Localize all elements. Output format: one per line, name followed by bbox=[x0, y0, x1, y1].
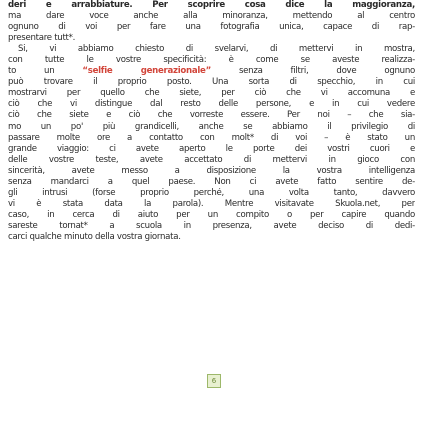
text-run: carci qualche minuto della vostra giornata. bbox=[8, 231, 181, 242]
text-run: ciò che siete e ciò che vorreste essere. Per noi – che sia- bbox=[8, 110, 415, 121]
text-line bbox=[8, 55, 415, 66]
body-text bbox=[8, 0, 415, 243]
text-run: ma dare voce anche alla minoranza, mettendo al centro bbox=[8, 11, 415, 22]
text-line bbox=[8, 210, 415, 221]
text-run: con tutte le vostre specificità: è come se aveste realizza- bbox=[8, 55, 415, 66]
text-run: presentare tutt*. bbox=[8, 33, 76, 44]
text-line bbox=[8, 177, 415, 188]
text-run: passare molte ore a contatto con molt* di voi – è stato un bbox=[8, 132, 415, 143]
text-line bbox=[8, 110, 415, 121]
text-run: gli intrusi (forse proprio perché, una volta tanto, davvero bbox=[8, 187, 415, 198]
text-run: senza mandarci a quel paese. Non ci avete fatto sentire de- bbox=[8, 176, 415, 187]
text-line bbox=[8, 232, 415, 243]
page-number: 6 bbox=[207, 374, 221, 388]
text-line bbox=[8, 188, 415, 199]
text-line bbox=[8, 88, 415, 99]
text-line bbox=[8, 122, 415, 133]
text-run: delle vostre teste, avete accettato di mettervi in gioco con bbox=[8, 154, 415, 165]
text-line bbox=[8, 99, 415, 110]
text-run: caso, in cerca di aiuto per un compito o per capire quando bbox=[8, 209, 415, 220]
text-line bbox=[8, 0, 415, 11]
text-line bbox=[8, 166, 415, 177]
text-run: senza filtri, dove ognuno bbox=[210, 66, 415, 77]
text-run: sincerità, avete messo a disposizione la vostra intelligenza bbox=[8, 165, 415, 176]
text-line bbox=[8, 33, 415, 44]
text-line bbox=[8, 155, 415, 166]
text-line bbox=[8, 22, 415, 33]
text-line bbox=[8, 199, 415, 210]
text-line bbox=[8, 133, 415, 144]
bold-text: deri e arrabbiature. Per scoprire cosa dice la maggioranza, bbox=[8, 0, 415, 10]
text-line bbox=[8, 144, 415, 155]
text-line bbox=[8, 44, 415, 55]
text-line bbox=[8, 11, 415, 22]
text-run: vi è stata data la parola). Mentre visitavate Skuola.net, per bbox=[8, 198, 415, 209]
text-line bbox=[8, 66, 415, 77]
text-run: mostrarvi per quello che siete, per ciò che vi accomuna e bbox=[8, 88, 415, 99]
text-run: grande viaggio: ci avete aperto le porte dei vostri cuori e bbox=[8, 143, 415, 154]
text-run: Si, vi abbiamo chiesto di svelarvi, di mettervi in mostra, bbox=[18, 44, 415, 55]
text-line bbox=[8, 77, 415, 88]
text-run: sareste tornat* a scuola in presenza, avete deciso di dedi- bbox=[8, 220, 415, 231]
text-run: mo un po' più grandicelli, anche se abbiamo il privilegio di bbox=[8, 121, 415, 132]
text-run: può trovare il proprio posto. Una sorta di specchio, in cui bbox=[8, 77, 415, 88]
highlighted-phrase: “selfie generazionale” bbox=[82, 66, 211, 77]
text-run: ciò che vi distingue dal resto delle persone, e in cui vedere bbox=[8, 99, 415, 110]
text-run: to un bbox=[8, 66, 83, 77]
text-run: ognuno di voi per fare una fotografia unica, capace di rap- bbox=[8, 22, 415, 33]
text-line bbox=[8, 221, 415, 232]
